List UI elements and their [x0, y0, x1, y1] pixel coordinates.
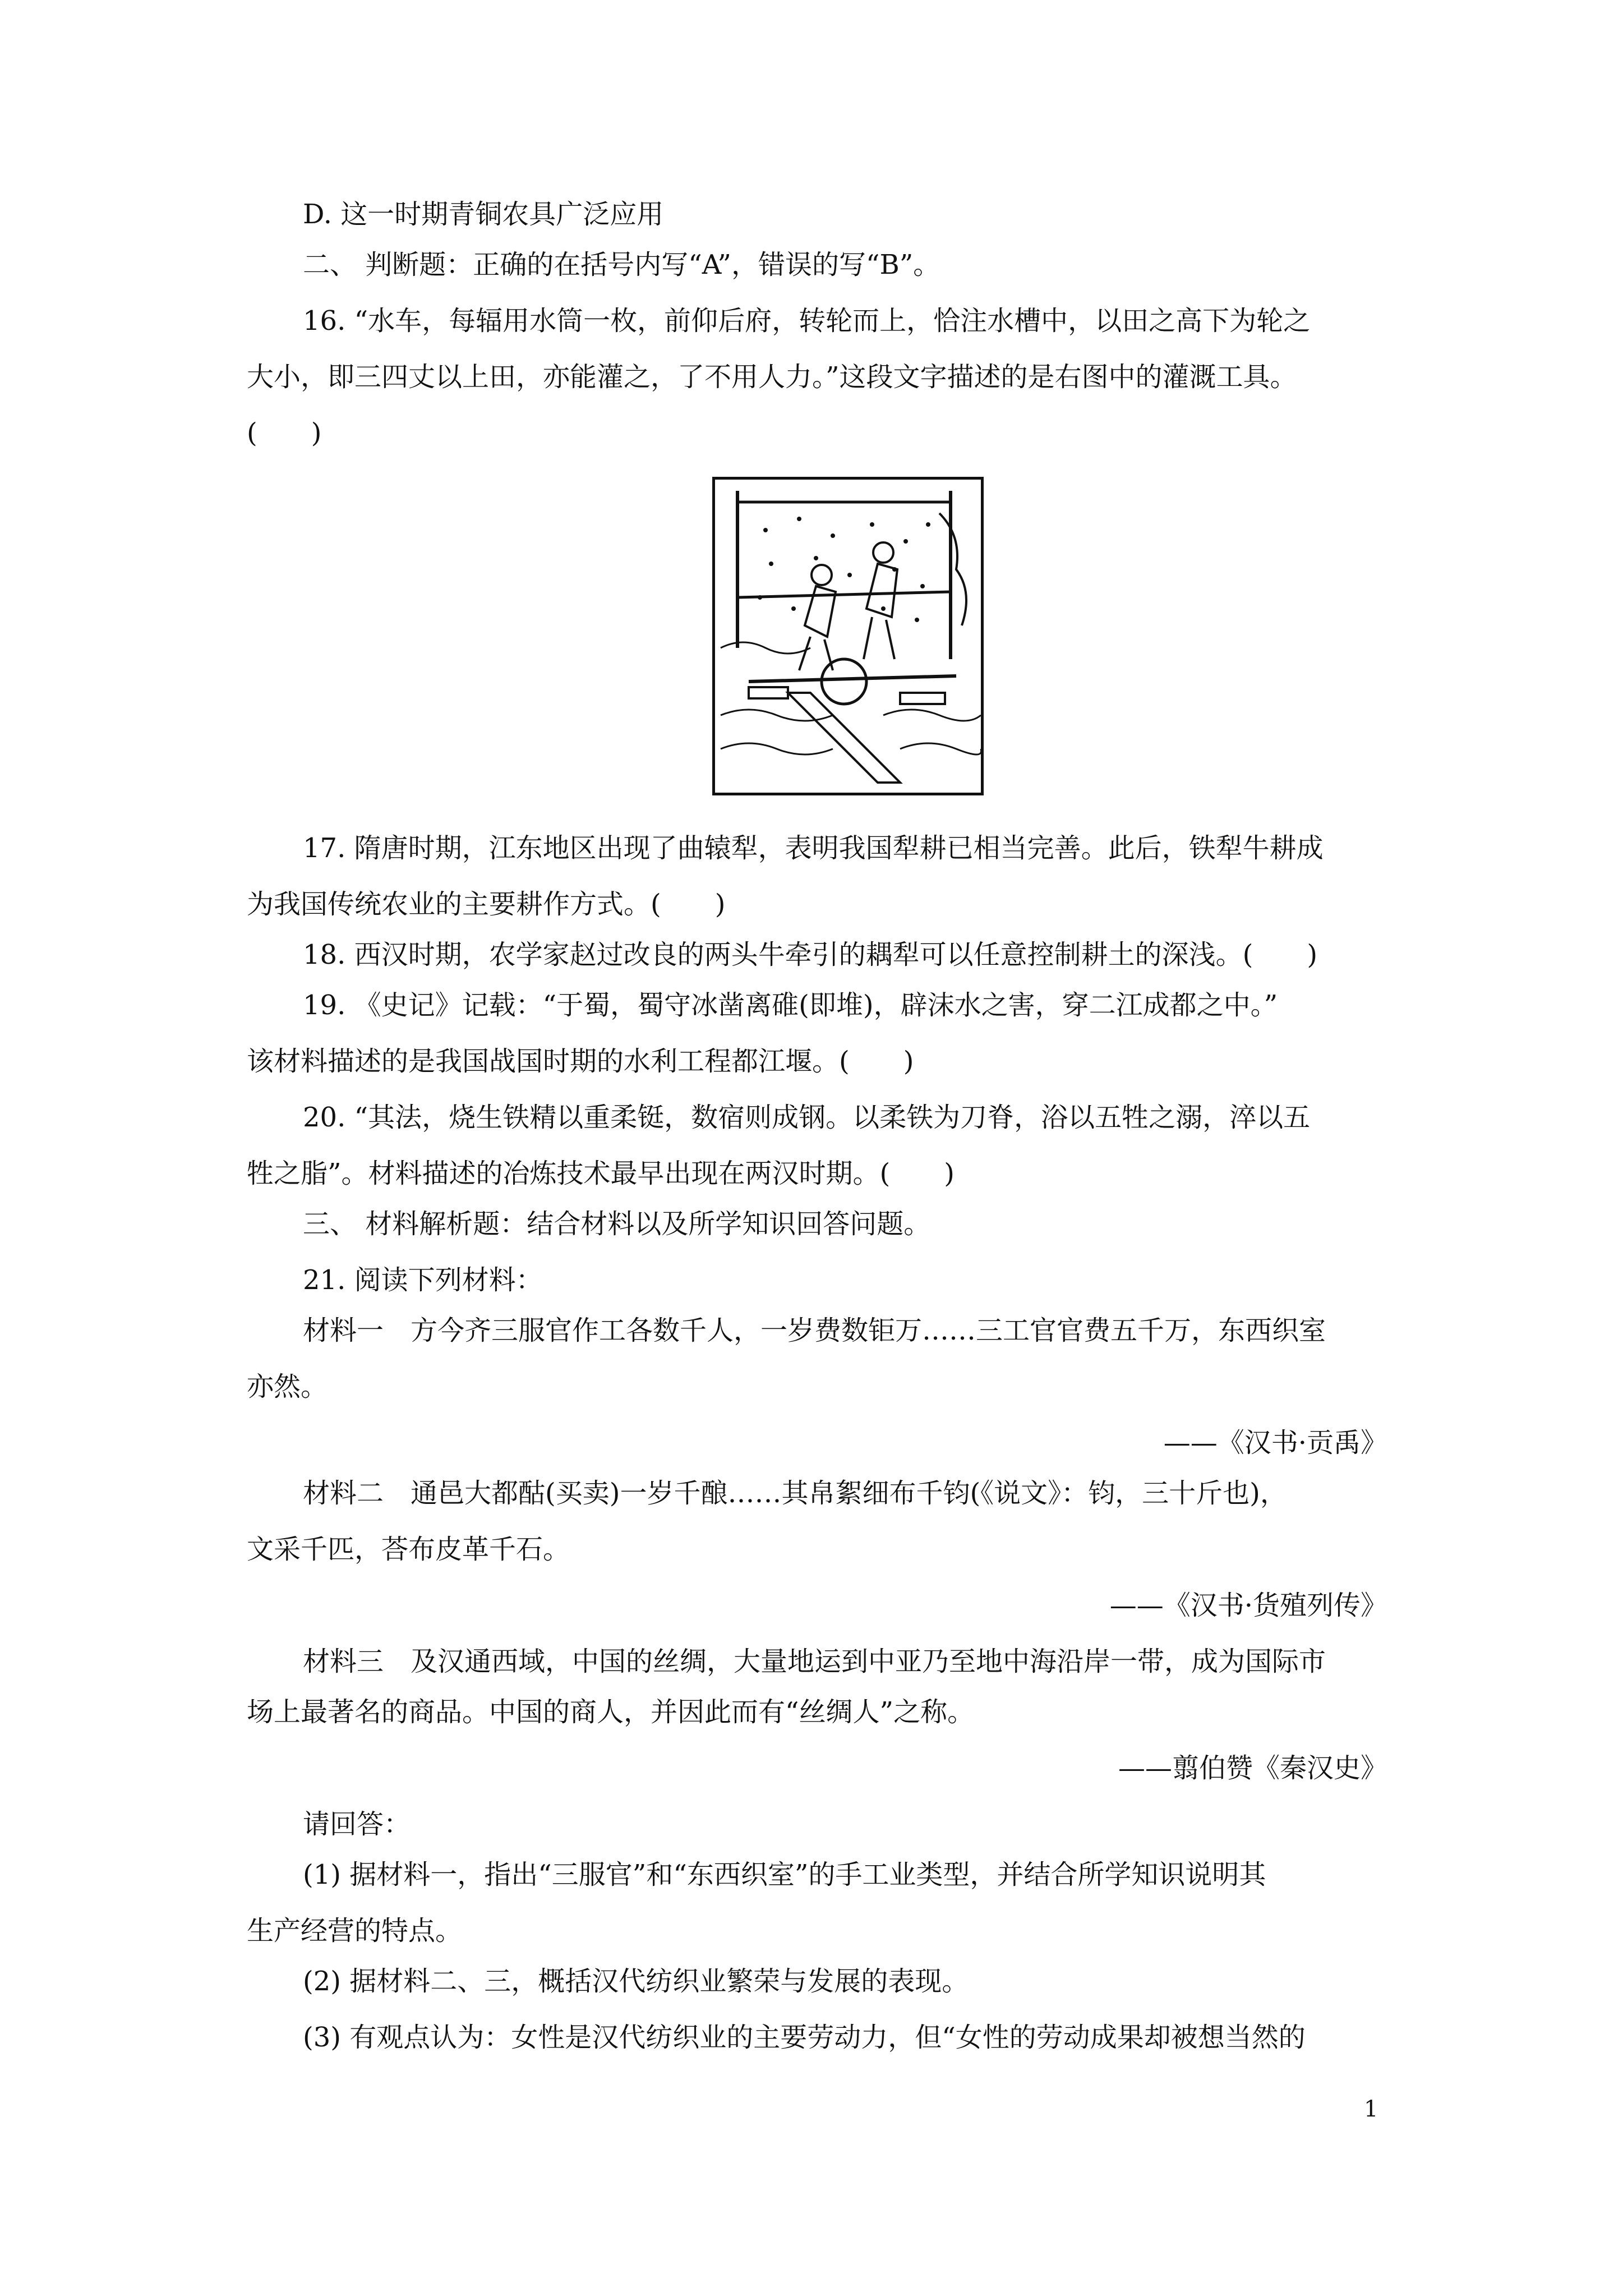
material-2-line-1: 材料二 通邑大都酤(买卖)一岁千酿……其帛絮细布千钧(《说文》：钧，三十斤也)， [303, 1478, 1287, 1509]
material-2-source: ——《汉书·货殖列传》 [1109, 1590, 1387, 1621]
sub-q1-line-2: 生产经营的特点。 [247, 1915, 463, 1947]
material-2-line-2: 文采千匹，荅布皮革千石。 [247, 1534, 570, 1565]
material-3-line-2: 场上最著名的商品。中国的商人，并因此而有“丝绸人”之称。 [247, 1696, 975, 1728]
section-3-heading: 三、 材料解析题：结合材料以及所学知识回答问题。 [303, 1208, 931, 1240]
q20-line-1: 20. “其法，烧生铁精以重柔铤，数宿则成钢。以柔铁为刀脊，浴以五牲之溺，淬以五 [303, 1102, 1311, 1133]
q21-intro: 21. 阅读下列材料： [303, 1264, 543, 1296]
q16-line-1: 16. “水车，每辐用水筒一枚，前仰后府，转轮而上，恰注水槽中，以田之高下为轮之 [303, 305, 1311, 337]
q18: 18. 西汉时期，农学家赵过改良的两头牛牵引的耦犁可以任意控制耕土的深浅。( ) [303, 939, 1318, 970]
page-number: 1 [1364, 2096, 1378, 2122]
option-d: D. 这一时期青铜农具广泛应用 [303, 199, 664, 230]
woodcut-drawing [715, 480, 981, 793]
section-2-heading: 二、 判断题：正确的在括号内写“A”，错误的写“B”。 [303, 249, 940, 280]
q16-answer-bracket: ( ) [247, 417, 322, 449]
sub-q2: (2) 据材料二、三，概括汉代纺织业繁荣与发展的表现。 [303, 1966, 969, 1997]
material-1-line-2: 亦然。 [247, 1371, 328, 1402]
q20-line-2: 牲之脂”。材料描述的冶炼技术最早出现在两汉时期。( ) [247, 1158, 955, 1189]
sub-q1-line-1: (1) 据材料一，指出“三服官”和“东西织室”的手工业类型，并结合所学知识说明其 [303, 1859, 1266, 1890]
q17-line-1: 17. 隋唐时期，江东地区出现了曲辕犁，表明我国犁耕已相当完善。此后，铁犁牛耕成 [303, 832, 1324, 864]
material-1-line-1: 材料一 方今齐三服官作工各数千人，一岁费数钜万……三工官官费五千万，东西织室 [303, 1315, 1326, 1346]
material-3-source: ——翦伯赞《秦汉史》 [1118, 1752, 1387, 1784]
q19-line-1: 19. 《史记》记载：“于蜀，蜀守冰凿离碓(即堆)，辟沫水之害，穿二江成都之中。” [303, 990, 1278, 1021]
answer-prompt: 请回答： [303, 1809, 411, 1840]
q17-line-2: 为我国传统农业的主要耕作方式。( ) [247, 889, 726, 920]
q16-line-2: 大小，即三四丈以上田，亦能灌之，了不用人力。”这段文字描述的是右图中的灌溉工具。 [247, 361, 1297, 393]
material-1-source: ——《汉书·贡禹》 [1163, 1427, 1387, 1458]
q19-line-2: 该材料描述的是我国战国时期的水利工程都江堰。( ) [247, 1046, 914, 1077]
water-wheel-illustration [712, 477, 984, 795]
sub-q3-line-1: (3) 有观点认为：女性是汉代纺织业的主要劳动力，但“女性的劳动成果却被想当然的 [303, 2022, 1306, 2053]
material-3-line-1: 材料三 及汉通西域，中国的丝绸，大量地运到中亚乃至地中海沿岸一带，成为国际市 [303, 1646, 1326, 1677]
